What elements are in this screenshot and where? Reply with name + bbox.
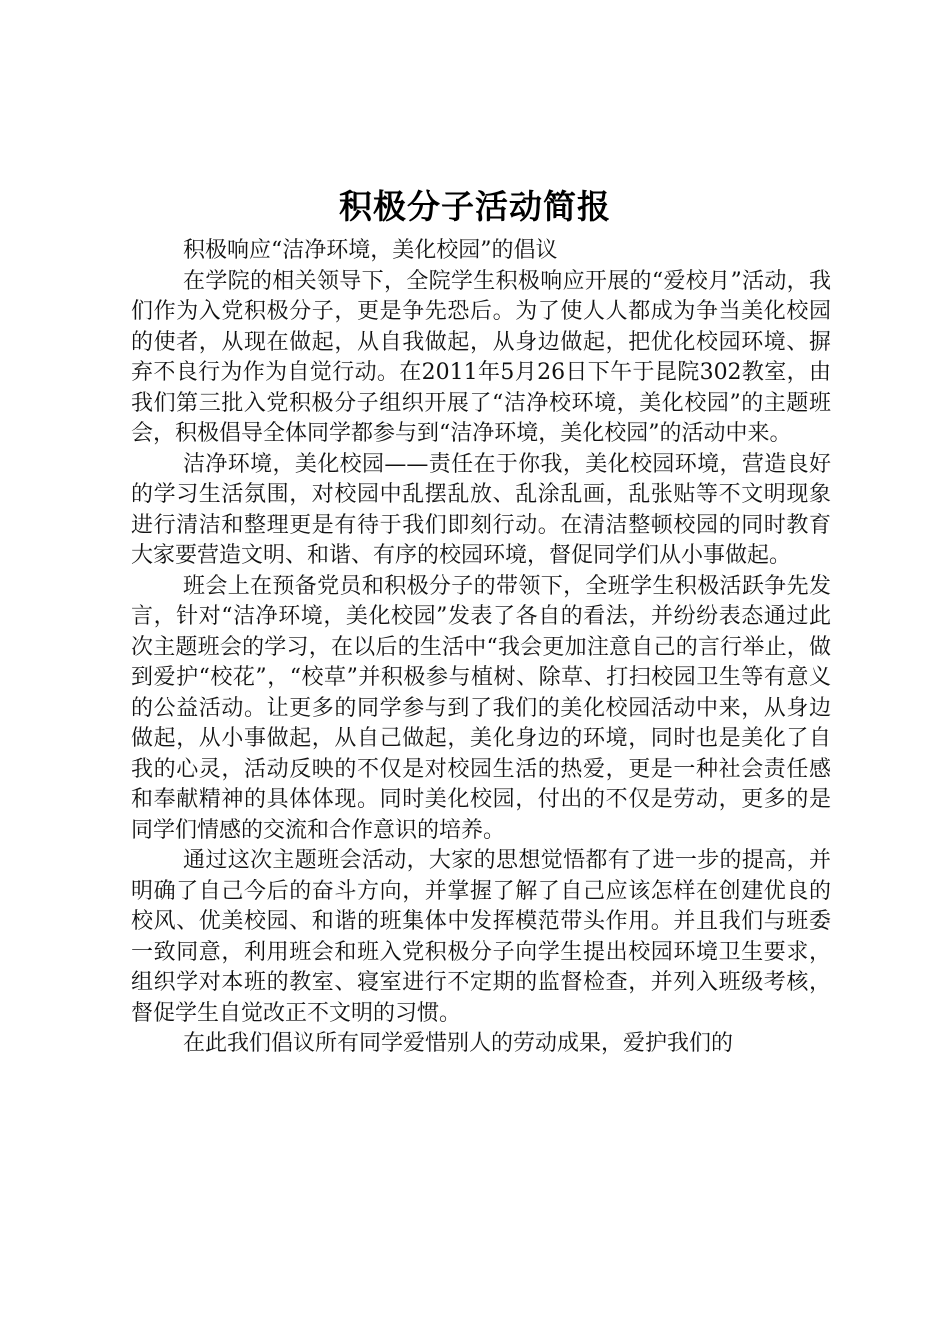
paragraph-2: 洁净环境，美化校园——责任在于你我，美化校园环境，营造良好的学习生活氛围，对校园中乱摆乱放、乱涂乱画，乱张贴等不文明现象进行清洁和整理更是有待于我们即刻行动。在清洁整顿校园的同时教育大家要营造文明、和谐、有序的校园环境，督促同学们从小事做起。 (131, 451, 831, 568)
document-body (131, 236, 831, 1060)
document-subtitle: 积极响应“洁净环境，美化校园”的倡议 (183, 238, 558, 263)
paragraph-3: 班会上在预备党员和积极分子的带领下，全班学生积极活跃争先发言，针对“洁净环境，美化校园”发表了各自的看法，并纷纷表态通过此次主题班会的学习，在以后的生活中“我会更加注意自己的言行举止，做到爱护“校花”，“校草”并积极参与植树、除草、打扫校园卫生等有意义的公益活动。让更多的同学参与到了我们的美化校园活动中来，从身边做起，从小事做起，从自己做起，美化身边的环境，同时也是美化了自我的心灵，活动反映的不仅是对校园生活的热爱，更是一种社会责任感和奉献精神的具体体现。同时美化校园，付出的不仅是劳动，更多的是同学们情感的交流和合作意识的培养。 (131, 573, 831, 843)
paragraph-1: 在学院的相关领导下，全院学生积极响应开展的“爱校月”活动，我们作为入党积极分子，更是争先恐后。为了使人人都成为争当美化校园的使者，从现在做起，从自我做起，从身边做起，把优化校园环境、摒弃不良行为作为自觉行动。在2011年5月26日下午于昆院302教室，由我们第三批入党积极分子组织开展了“洁净校环境，美化校园”的主题班会，积极倡导全体同学都参与到“洁净环境，美化校园”的活动中来。 (131, 268, 831, 446)
document-title: 积极分子活动简报 (339, 187, 611, 226)
paragraph-4: 通过这次主题班会活动，大家的思想觉悟都有了进一步的提高，并明确了自己今后的奋斗方向，并掌握了解了自己应该怎样在创建优良的校风、优美校园、和谐的班集体中发挥模范带头作用。并且我们与班委一致同意，利用班会和班入党积极分子向学生提出校园环境卫生要求，组织学对本班的教室、寝室进行不定期的监督检查，并列入班级考核，督促学生自觉改正不文明的习惯。 (131, 848, 831, 1026)
paragraph-5: 在此我们倡议所有同学爱惜别人的劳动成果，爱护我们的 (183, 1031, 734, 1056)
